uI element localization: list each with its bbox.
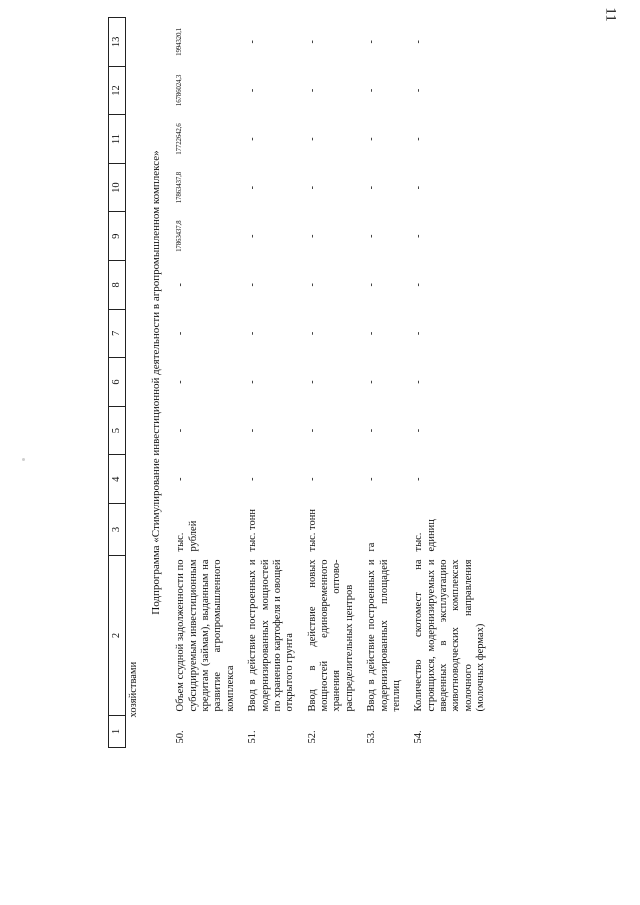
value-cell: - (413, 477, 425, 481)
column-header: 3 (109, 504, 126, 556)
value-cell: - (306, 40, 318, 44)
column-header: 8 (109, 261, 126, 310)
column-header: 7 (109, 309, 126, 358)
value-cell: - (175, 428, 187, 433)
continuation-row (126, 18, 147, 748)
value-cell: - (306, 234, 318, 238)
value-cell: - (175, 477, 187, 481)
value-cell: - (247, 137, 259, 141)
column-header: 12 (109, 66, 126, 115)
value-cell: - (413, 283, 425, 287)
value-cell: 16786024,3 (175, 74, 184, 107)
value-cell: 1994320,1 (175, 27, 184, 56)
value-cell: - (413, 185, 425, 190)
value-cell: - (247, 185, 259, 190)
row-number: 53. (366, 730, 378, 744)
column-header: 6 (109, 358, 126, 407)
value-cell: - (175, 283, 187, 287)
value-cell: - (366, 477, 378, 481)
value-cell: - (366, 234, 378, 238)
value-cell: - (247, 283, 259, 287)
column-header: 10 (109, 163, 126, 212)
row-number: 54. (413, 730, 425, 744)
value-cell: - (306, 428, 318, 433)
unit: тыс. рублей (175, 520, 199, 552)
value-cell: - (247, 88, 259, 93)
subprogram-row (146, 18, 171, 748)
table-row (303, 18, 363, 748)
value-cell: - (306, 185, 318, 190)
rotated-table-page (108, 18, 563, 748)
column-header: 11 (109, 115, 126, 164)
value-cell: - (306, 331, 318, 336)
value-cell: - (366, 428, 378, 433)
table-row (171, 18, 243, 748)
value-cell: - (366, 88, 378, 93)
value-cell: - (413, 40, 425, 44)
value-cell: - (175, 331, 187, 336)
indicator-name: Ввод в действие построенных и модернизированных мощностей по хранению картофеля и овощей открытого грунта (247, 559, 296, 712)
value-cell: - (247, 331, 259, 336)
column-header: 13 (109, 18, 126, 67)
value-cell: - (366, 137, 378, 141)
value-cell: - (366, 331, 378, 336)
scan-speck (22, 458, 25, 461)
indicators-table (108, 17, 494, 748)
indicator-name: Объем ссудной задолженности по субсидируемым инвестиционным кредитам (займам), выданным на развитие агропромышленного комплекса (175, 559, 236, 712)
indicator-name: Количество скотомест на строящихся, модернизируемых и введенных в эксплуатацию животноводческих комплексах молочного направления (молочных фермах) (413, 559, 487, 712)
value-cell: 17863437,8 (175, 172, 184, 204)
value-cell: - (247, 40, 259, 44)
value-cell: - (306, 477, 318, 481)
value-cell: - (247, 234, 259, 238)
value-cell: - (306, 137, 318, 141)
value-cell: - (366, 185, 378, 190)
value-cell: - (306, 88, 318, 93)
unit: тыс. тонн (306, 509, 318, 552)
column-header: 2 (109, 556, 126, 716)
page-number: 11 (602, 7, 619, 22)
row-number: 51. (247, 730, 259, 744)
value-cell: - (413, 88, 425, 93)
value-cell: - (413, 234, 425, 238)
value-cell: - (413, 428, 425, 433)
value-cell: 17863437,8 (175, 220, 184, 252)
value-cell: - (306, 283, 318, 287)
value-cell: - (413, 331, 425, 336)
unit: тыс. тонн (247, 509, 259, 552)
column-header: 9 (109, 212, 126, 261)
unit: тыс. единиц (413, 519, 437, 552)
row-number: 50. (175, 730, 187, 744)
indicator-name: Ввод в действие новых мощностей единовременного хранения оптово-распределительных центров (306, 559, 355, 712)
row-number: 52. (306, 730, 318, 744)
value-cell: - (247, 380, 259, 384)
value-cell: - (175, 380, 187, 384)
value-cell: 17722642,6 (175, 123, 184, 155)
column-header: 1 (109, 716, 126, 748)
value-cell: - (247, 428, 259, 433)
unit: га (366, 542, 378, 552)
indicator-name: Ввод в действие построенных и модернизированных площадей теплиц (366, 559, 402, 712)
table-row (362, 18, 409, 748)
table-row (243, 18, 303, 748)
value-cell: - (366, 380, 378, 384)
value-cell: - (366, 40, 378, 44)
column-header: 5 (109, 406, 126, 455)
column-number-header (109, 18, 126, 748)
continuation-text: хозяйствами (128, 661, 139, 718)
value-cell: - (366, 283, 378, 287)
value-cell: - (413, 380, 425, 384)
value-cell: - (306, 380, 318, 384)
table-row (409, 18, 493, 748)
column-header: 4 (109, 455, 126, 504)
value-cell: - (413, 137, 425, 141)
subprogram-title: Подпрограмма «Стимулирование инвестиционной деятельности в агропромышленном комплексе» (150, 150, 163, 615)
value-cell: - (247, 477, 259, 481)
